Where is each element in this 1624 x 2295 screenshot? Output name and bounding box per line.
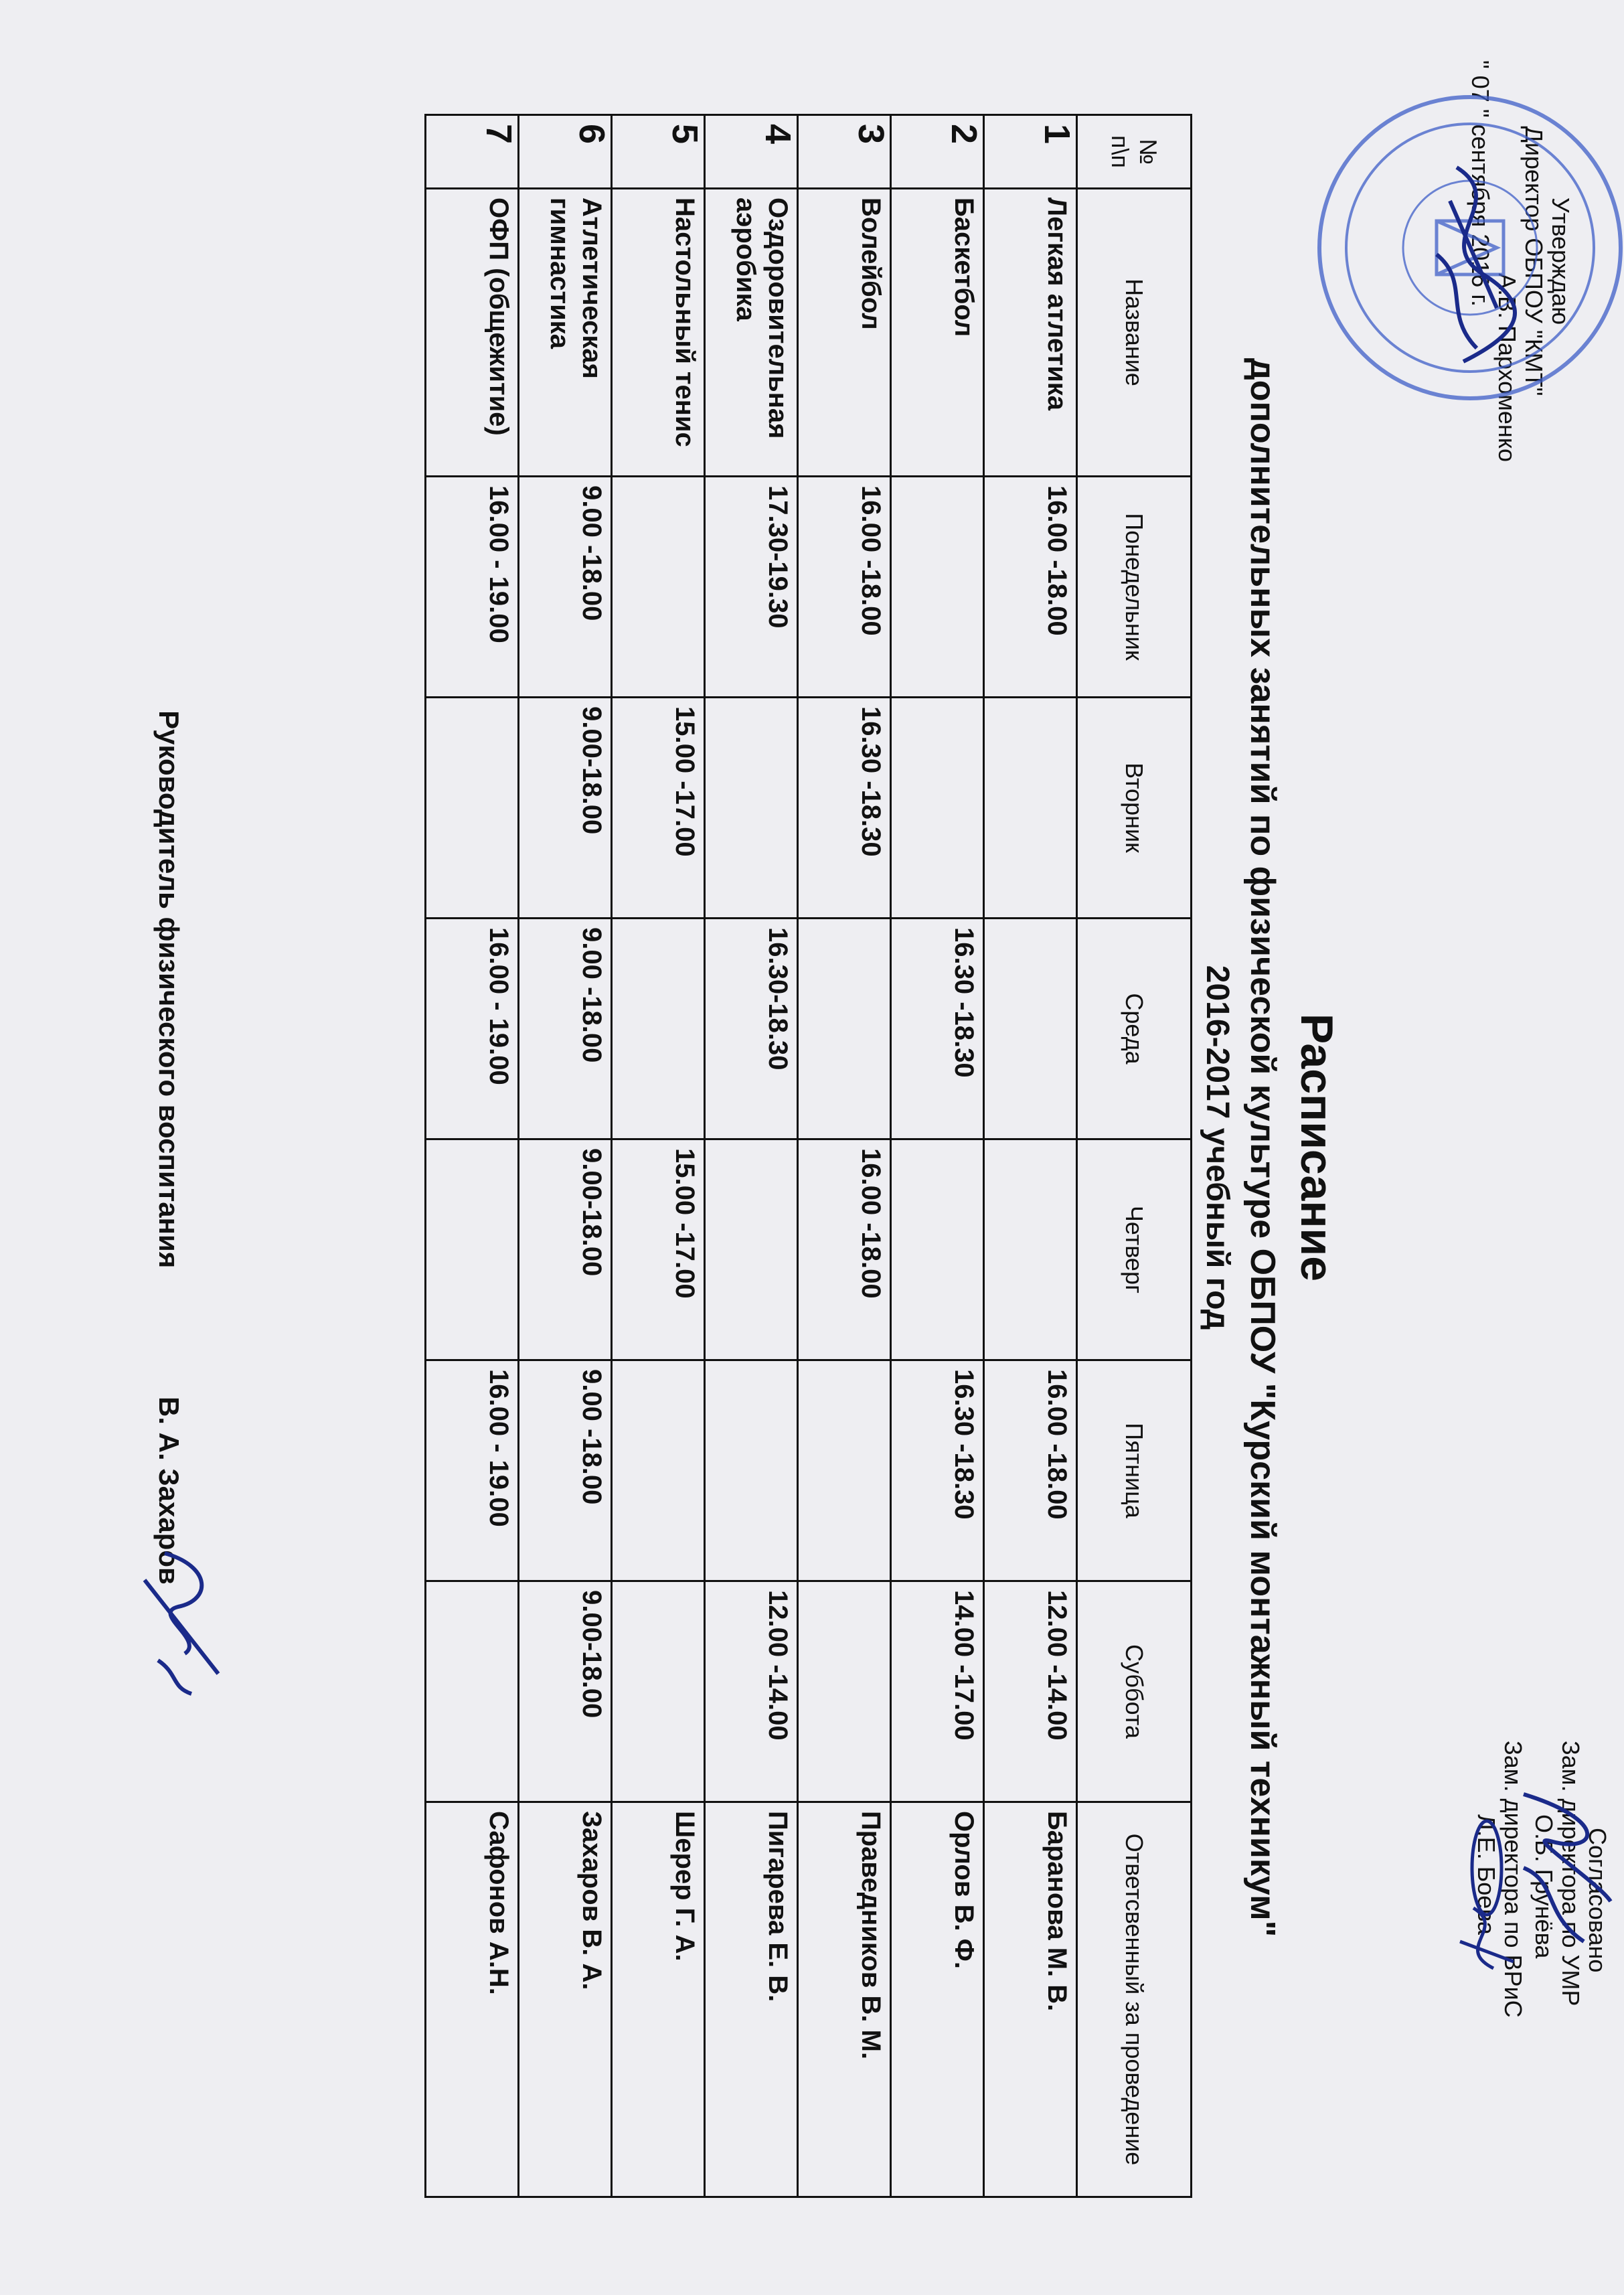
header-thursday: Четверг bbox=[1077, 1139, 1192, 1360]
row-tuesday bbox=[984, 698, 1077, 919]
table-row bbox=[984, 115, 1077, 2197]
agreement-line-5: Л.Е. Боева bbox=[1473, 1814, 1500, 1935]
row-friday bbox=[612, 1360, 705, 1581]
row-tuesday: 15.00 -17.00 bbox=[612, 698, 705, 919]
row-name: ОФП (общежитие) bbox=[426, 189, 519, 477]
row-name: Волейбол bbox=[798, 189, 891, 477]
header-wednesday: Среда bbox=[1077, 919, 1192, 1139]
row-thursday: 9.00-18.00 bbox=[519, 1139, 612, 1360]
row-responsible: Орлов В. Ф. bbox=[891, 1802, 984, 2197]
row-friday bbox=[798, 1360, 891, 1581]
row-monday bbox=[891, 477, 984, 698]
row-responsible: Захаров В. А. bbox=[519, 1802, 612, 2197]
footer-signature-line bbox=[153, 0, 185, 2295]
approval-line-2: Директор ОБПОУ "КМТ" bbox=[1520, 126, 1548, 396]
director-signature bbox=[1416, 161, 1537, 375]
page-title: Расписание bbox=[1291, 1013, 1342, 1282]
row-name: Оздоровительная аэробика bbox=[705, 189, 798, 477]
row-tuesday bbox=[891, 698, 984, 919]
row-saturday: 14.00 -17.00 bbox=[891, 1581, 984, 1802]
header-num: № п\п bbox=[1077, 115, 1192, 189]
table-header-row bbox=[1077, 115, 1192, 2197]
row-num: 4 bbox=[705, 115, 798, 189]
row-num: 7 bbox=[426, 115, 519, 189]
row-friday: 16.00 -18.00 bbox=[984, 1360, 1077, 1581]
header-saturday: Суббота bbox=[1077, 1581, 1192, 1802]
row-monday: 16.00 - 19.00 bbox=[426, 477, 519, 698]
row-thursday: 16.00 -18.00 bbox=[798, 1139, 891, 1360]
page-subtitle: дополнительных занятий по физической культуре ОБПОУ "Курский монтажный техникум" bbox=[1243, 358, 1282, 1937]
row-num: 1 bbox=[984, 115, 1077, 189]
row-wednesday: 16.30 -18.30 bbox=[891, 919, 984, 1139]
table-row bbox=[798, 115, 891, 2197]
approval-line-1: Утверждаю bbox=[1547, 197, 1574, 325]
row-name: Настольный тенис bbox=[612, 189, 705, 477]
row-thursday bbox=[984, 1139, 1077, 1360]
row-saturday: 9.00-18.00 bbox=[519, 1581, 612, 1802]
row-wednesday: 9.00 -18.00 bbox=[519, 919, 612, 1139]
row-monday: 17.30-19.30 bbox=[705, 477, 798, 698]
deputy-vris-signature bbox=[1440, 1808, 1534, 1982]
row-tuesday bbox=[426, 698, 519, 919]
row-thursday: 15.00 -17.00 bbox=[612, 1139, 705, 1360]
row-tuesday bbox=[705, 698, 798, 919]
schedule-table bbox=[424, 114, 1192, 2198]
row-responsible: Сафонов А.Н. bbox=[426, 1802, 519, 2197]
approval-date: " 07 " сентября 2016 г. bbox=[1467, 60, 1494, 307]
row-num: 6 bbox=[519, 115, 612, 189]
header-name: Название bbox=[1077, 189, 1192, 477]
row-responsible: Пигарева Е. В. bbox=[705, 1802, 798, 2197]
header-tuesday: Вторник bbox=[1077, 698, 1192, 919]
row-saturday bbox=[612, 1581, 705, 1802]
approval-line-3: А.В. Пархоменко bbox=[1493, 273, 1521, 462]
row-monday bbox=[612, 477, 705, 698]
head-pe-signature bbox=[131, 1540, 238, 1700]
row-wednesday: 16.00 - 19.00 bbox=[426, 919, 519, 1139]
academic-year: 2016-2017 учебный год bbox=[1200, 965, 1235, 1330]
header-responsible: Ответсвенный за проведение bbox=[1077, 1802, 1192, 2197]
table-row bbox=[612, 115, 705, 2197]
row-saturday: 12.00 -14.00 bbox=[705, 1581, 798, 1802]
row-monday: 16.00 -18.00 bbox=[984, 477, 1077, 698]
table-row bbox=[891, 115, 984, 2197]
row-thursday bbox=[426, 1139, 519, 1360]
table-row bbox=[705, 115, 798, 2197]
row-wednesday bbox=[798, 919, 891, 1139]
footer-role: Руководитель физического воспитания bbox=[153, 710, 185, 1269]
agreement-line-4: Зам. директора по ВРиС bbox=[1499, 1741, 1527, 2018]
row-num: 3 bbox=[798, 115, 891, 189]
row-thursday bbox=[705, 1139, 798, 1360]
header-monday: Понедельник bbox=[1077, 477, 1192, 698]
row-name: Легкая атлетика bbox=[984, 189, 1077, 477]
row-saturday: 12.00 -14.00 bbox=[984, 1581, 1077, 1802]
row-friday: 16.00 - 19.00 bbox=[426, 1360, 519, 1581]
row-tuesday: 16.30 -18.30 bbox=[798, 698, 891, 919]
row-friday: 9.00 -18.00 bbox=[519, 1360, 612, 1581]
table-row bbox=[519, 115, 612, 2197]
row-name: Атлетическая гимнастика bbox=[519, 189, 612, 477]
row-wednesday bbox=[984, 919, 1077, 1139]
row-wednesday bbox=[612, 919, 705, 1139]
table-row bbox=[426, 115, 519, 2197]
row-responsible: Шерер Г. А. bbox=[612, 1802, 705, 2197]
row-saturday bbox=[798, 1581, 891, 1802]
header-friday: Пятница bbox=[1077, 1360, 1192, 1581]
row-saturday bbox=[426, 1581, 519, 1802]
agreement-line-2: Зам. директора по УМР bbox=[1557, 1741, 1585, 2006]
row-wednesday: 16.30-18.30 bbox=[705, 919, 798, 1139]
row-num: 2 bbox=[891, 115, 984, 189]
row-monday: 9.00 -18.00 bbox=[519, 477, 612, 698]
row-monday: 16.00 -18.00 bbox=[798, 477, 891, 698]
row-num: 5 bbox=[612, 115, 705, 189]
agreement-line-3: О.Б. Грунёва bbox=[1530, 1814, 1558, 1959]
row-responsible: Баранова М. В. bbox=[984, 1802, 1077, 2197]
row-tuesday: 9.00-18.00 bbox=[519, 698, 612, 919]
row-name: Баскетбол bbox=[891, 189, 984, 477]
agreement-line-1: Согласовано bbox=[1584, 1828, 1611, 1973]
row-friday: 16.30 -18.30 bbox=[891, 1360, 984, 1581]
row-thursday bbox=[891, 1139, 984, 1360]
row-friday bbox=[705, 1360, 798, 1581]
row-responsible: Праведников В. М. bbox=[798, 1802, 891, 2197]
footer-name: В. А. Захаров bbox=[153, 1396, 185, 1585]
